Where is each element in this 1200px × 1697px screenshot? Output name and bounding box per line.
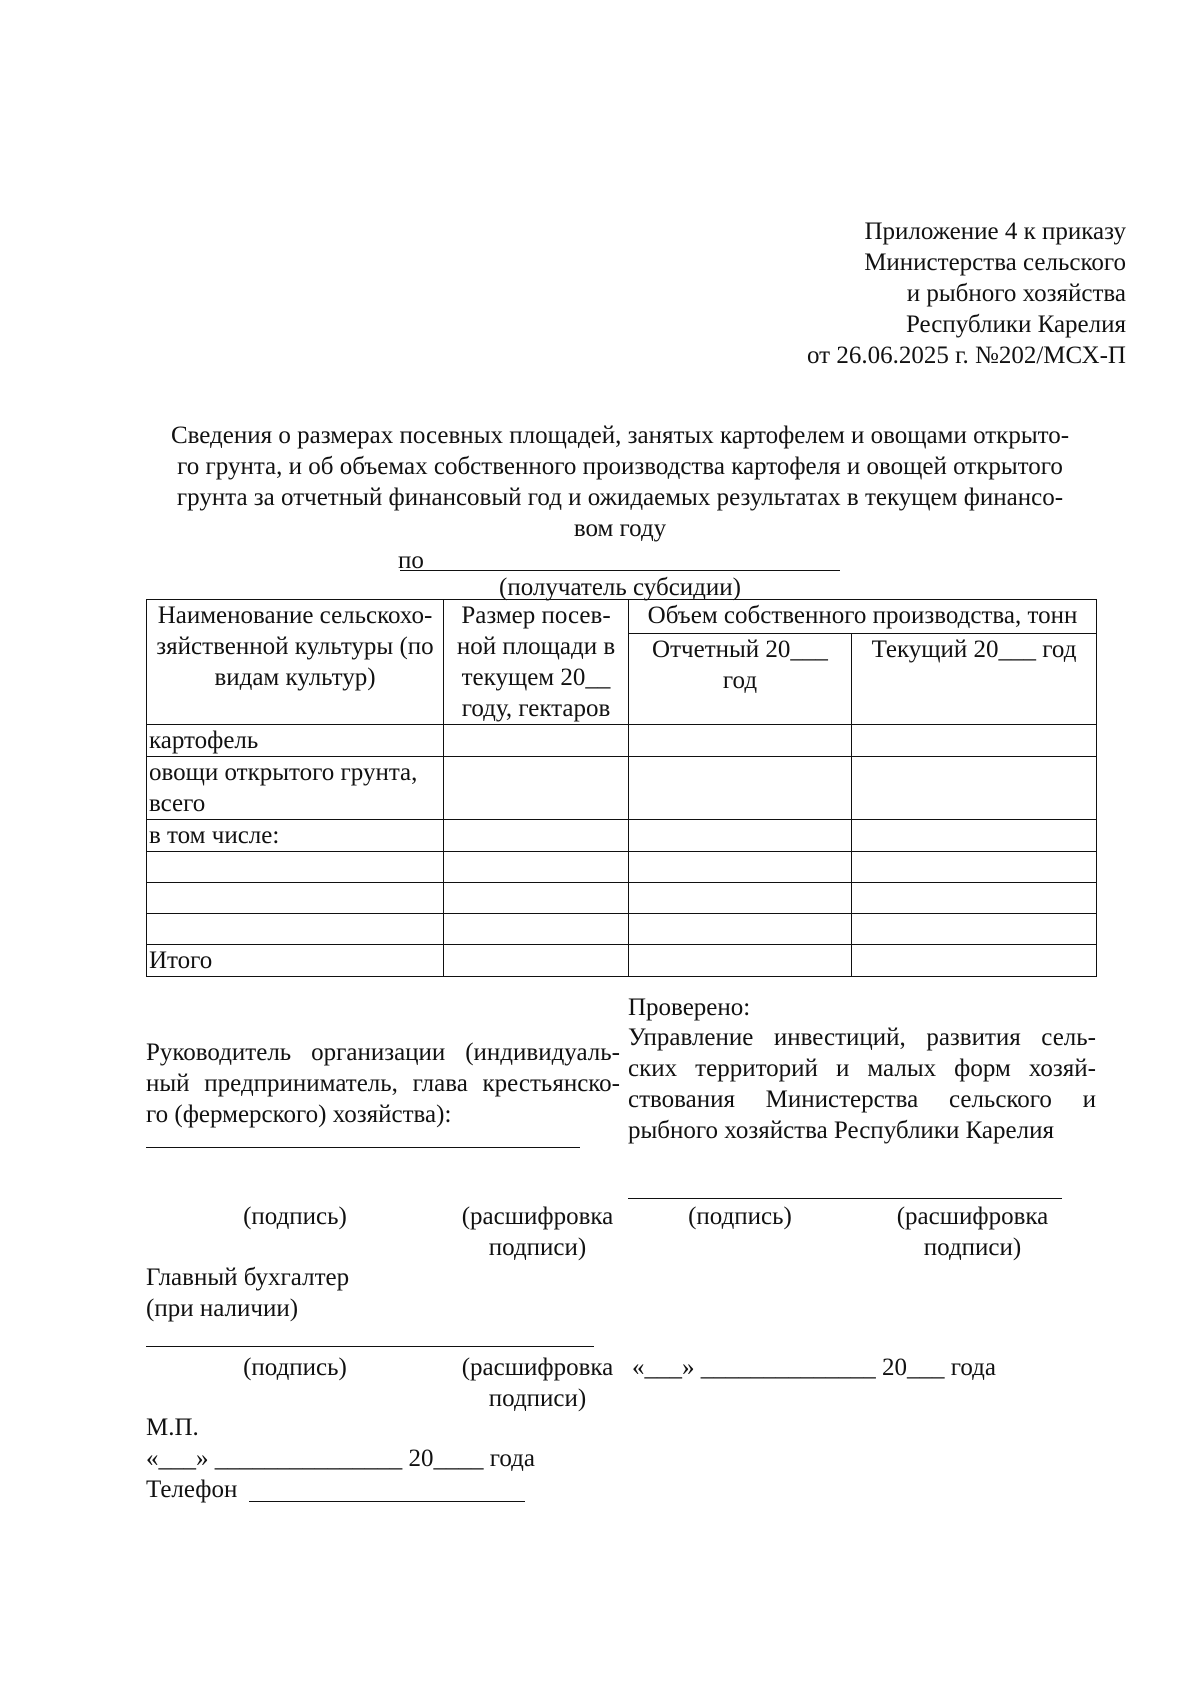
recipient-input-line[interactable]	[400, 570, 840, 571]
header-crop: Наименование сельскохо- зяйственной культуры (по видам культур)	[147, 600, 444, 725]
title-line: го грунта, и об объемах собственного производства картофеля и овощей открытого	[177, 453, 1063, 480]
accountant-signature-line[interactable]	[146, 1346, 594, 1347]
checked-signature-line[interactable]	[628, 1198, 1062, 1199]
table-cell[interactable]	[444, 852, 629, 883]
table-cell[interactable]	[629, 914, 852, 945]
recipient-caption: (получатель субсидии)	[499, 574, 741, 601]
header-volume: Объем собственного производства, тонн	[629, 600, 1097, 634]
table-cell[interactable]	[852, 757, 1097, 820]
date-line-right[interactable]: «___» ______________ 20___ года	[632, 1354, 996, 1381]
row-label: картофель	[147, 725, 444, 757]
header-area: Размер посев- ной площади в текущем 20__ году, гектаров	[444, 600, 629, 725]
row-label[interactable]	[147, 883, 444, 914]
header-reporting-year: Отчетный 20___ год	[629, 634, 852, 725]
appendix-line: Республики Карелия	[905, 311, 1126, 338]
table-cell[interactable]	[852, 820, 1097, 852]
table-cell[interactable]	[444, 883, 629, 914]
accountant-note: (при наличии)	[146, 1295, 299, 1322]
table-cell[interactable]	[629, 725, 852, 757]
appendix-header	[700, 216, 1126, 371]
title-line: грунта за отчетный финансовый год и ожидаемых результатах в текущем финансо-	[176, 484, 1064, 511]
table-cell[interactable]	[629, 852, 852, 883]
table-cell[interactable]	[629, 757, 852, 820]
table-cell[interactable]	[444, 914, 629, 945]
row-label[interactable]	[147, 852, 444, 883]
table-row	[147, 914, 1097, 945]
table-row	[147, 820, 1097, 852]
table-cell[interactable]	[852, 725, 1097, 757]
row-label[interactable]	[147, 914, 444, 945]
table-cell[interactable]	[629, 945, 852, 977]
data-table	[146, 599, 1097, 977]
title-line: вом году	[573, 515, 667, 542]
document-title	[145, 420, 1095, 544]
table-cell[interactable]	[444, 945, 629, 977]
appendix-line: от 26.06.2025 г. №202/МСХ-П	[806, 342, 1126, 369]
table-row	[147, 945, 1097, 977]
head-label: Руководитель организации (индивидуаль- ный предприниматель, глава крестьянско- го (фермерского) хозяйства):	[146, 1039, 620, 1128]
table-row	[147, 852, 1097, 883]
head-signature-line[interactable]	[146, 1147, 580, 1148]
table-row	[147, 725, 1097, 757]
table-cell[interactable]	[629, 883, 852, 914]
accountant-decoding-caption: (расшифровка подписи)	[461, 1354, 614, 1412]
table-cell[interactable]	[444, 820, 629, 852]
po-label: по	[398, 547, 424, 574]
table-row	[147, 757, 1097, 820]
date-line-left[interactable]: «___» _______________ 20____ года	[146, 1445, 535, 1472]
appendix-line: и рыбного хозяйства	[906, 280, 1126, 307]
department-label: Управление инвестиций, развития сель- ских территорий и малых форм хозяй- ствования Министерства сельского и рыбного хозяйства Республики Карелия	[628, 1024, 1096, 1144]
accountant-signature-caption: (подпись)	[243, 1354, 347, 1381]
table-cell[interactable]	[852, 914, 1097, 945]
row-label: овощи открытого грунта, всего	[147, 757, 444, 820]
table-cell[interactable]	[852, 852, 1097, 883]
table-cell[interactable]	[852, 945, 1097, 977]
table-cell[interactable]	[444, 725, 629, 757]
checked-signature-caption: (подпись)	[688, 1203, 792, 1230]
checked-label: Проверено:	[628, 994, 751, 1021]
title-line: Сведения о размерах посевных площадей, занятых картофелем и овощами открыто-	[170, 422, 1070, 449]
row-label: Итого	[147, 945, 444, 977]
header-current-year: Текущий 20___ год	[852, 634, 1097, 725]
table-cell[interactable]	[629, 820, 852, 852]
head-signature-caption: (подпись)	[243, 1203, 347, 1230]
table-row	[147, 883, 1097, 914]
appendix-line: Приложение 4 к приказу	[864, 218, 1126, 245]
row-label: в том числе:	[147, 820, 444, 852]
phone-label: Телефон	[146, 1476, 238, 1503]
table-cell[interactable]	[444, 757, 629, 820]
accountant-label: Главный бухгалтер	[146, 1264, 350, 1291]
phone-input-line[interactable]	[249, 1501, 525, 1502]
appendix-line: Министерства сельского	[864, 249, 1126, 276]
seal-label: М.П.	[146, 1414, 199, 1441]
checked-decoding-caption: (расшифровка подписи)	[896, 1203, 1049, 1261]
head-decoding-caption: (расшифровка подписи)	[461, 1203, 614, 1261]
table-cell[interactable]	[852, 883, 1097, 914]
